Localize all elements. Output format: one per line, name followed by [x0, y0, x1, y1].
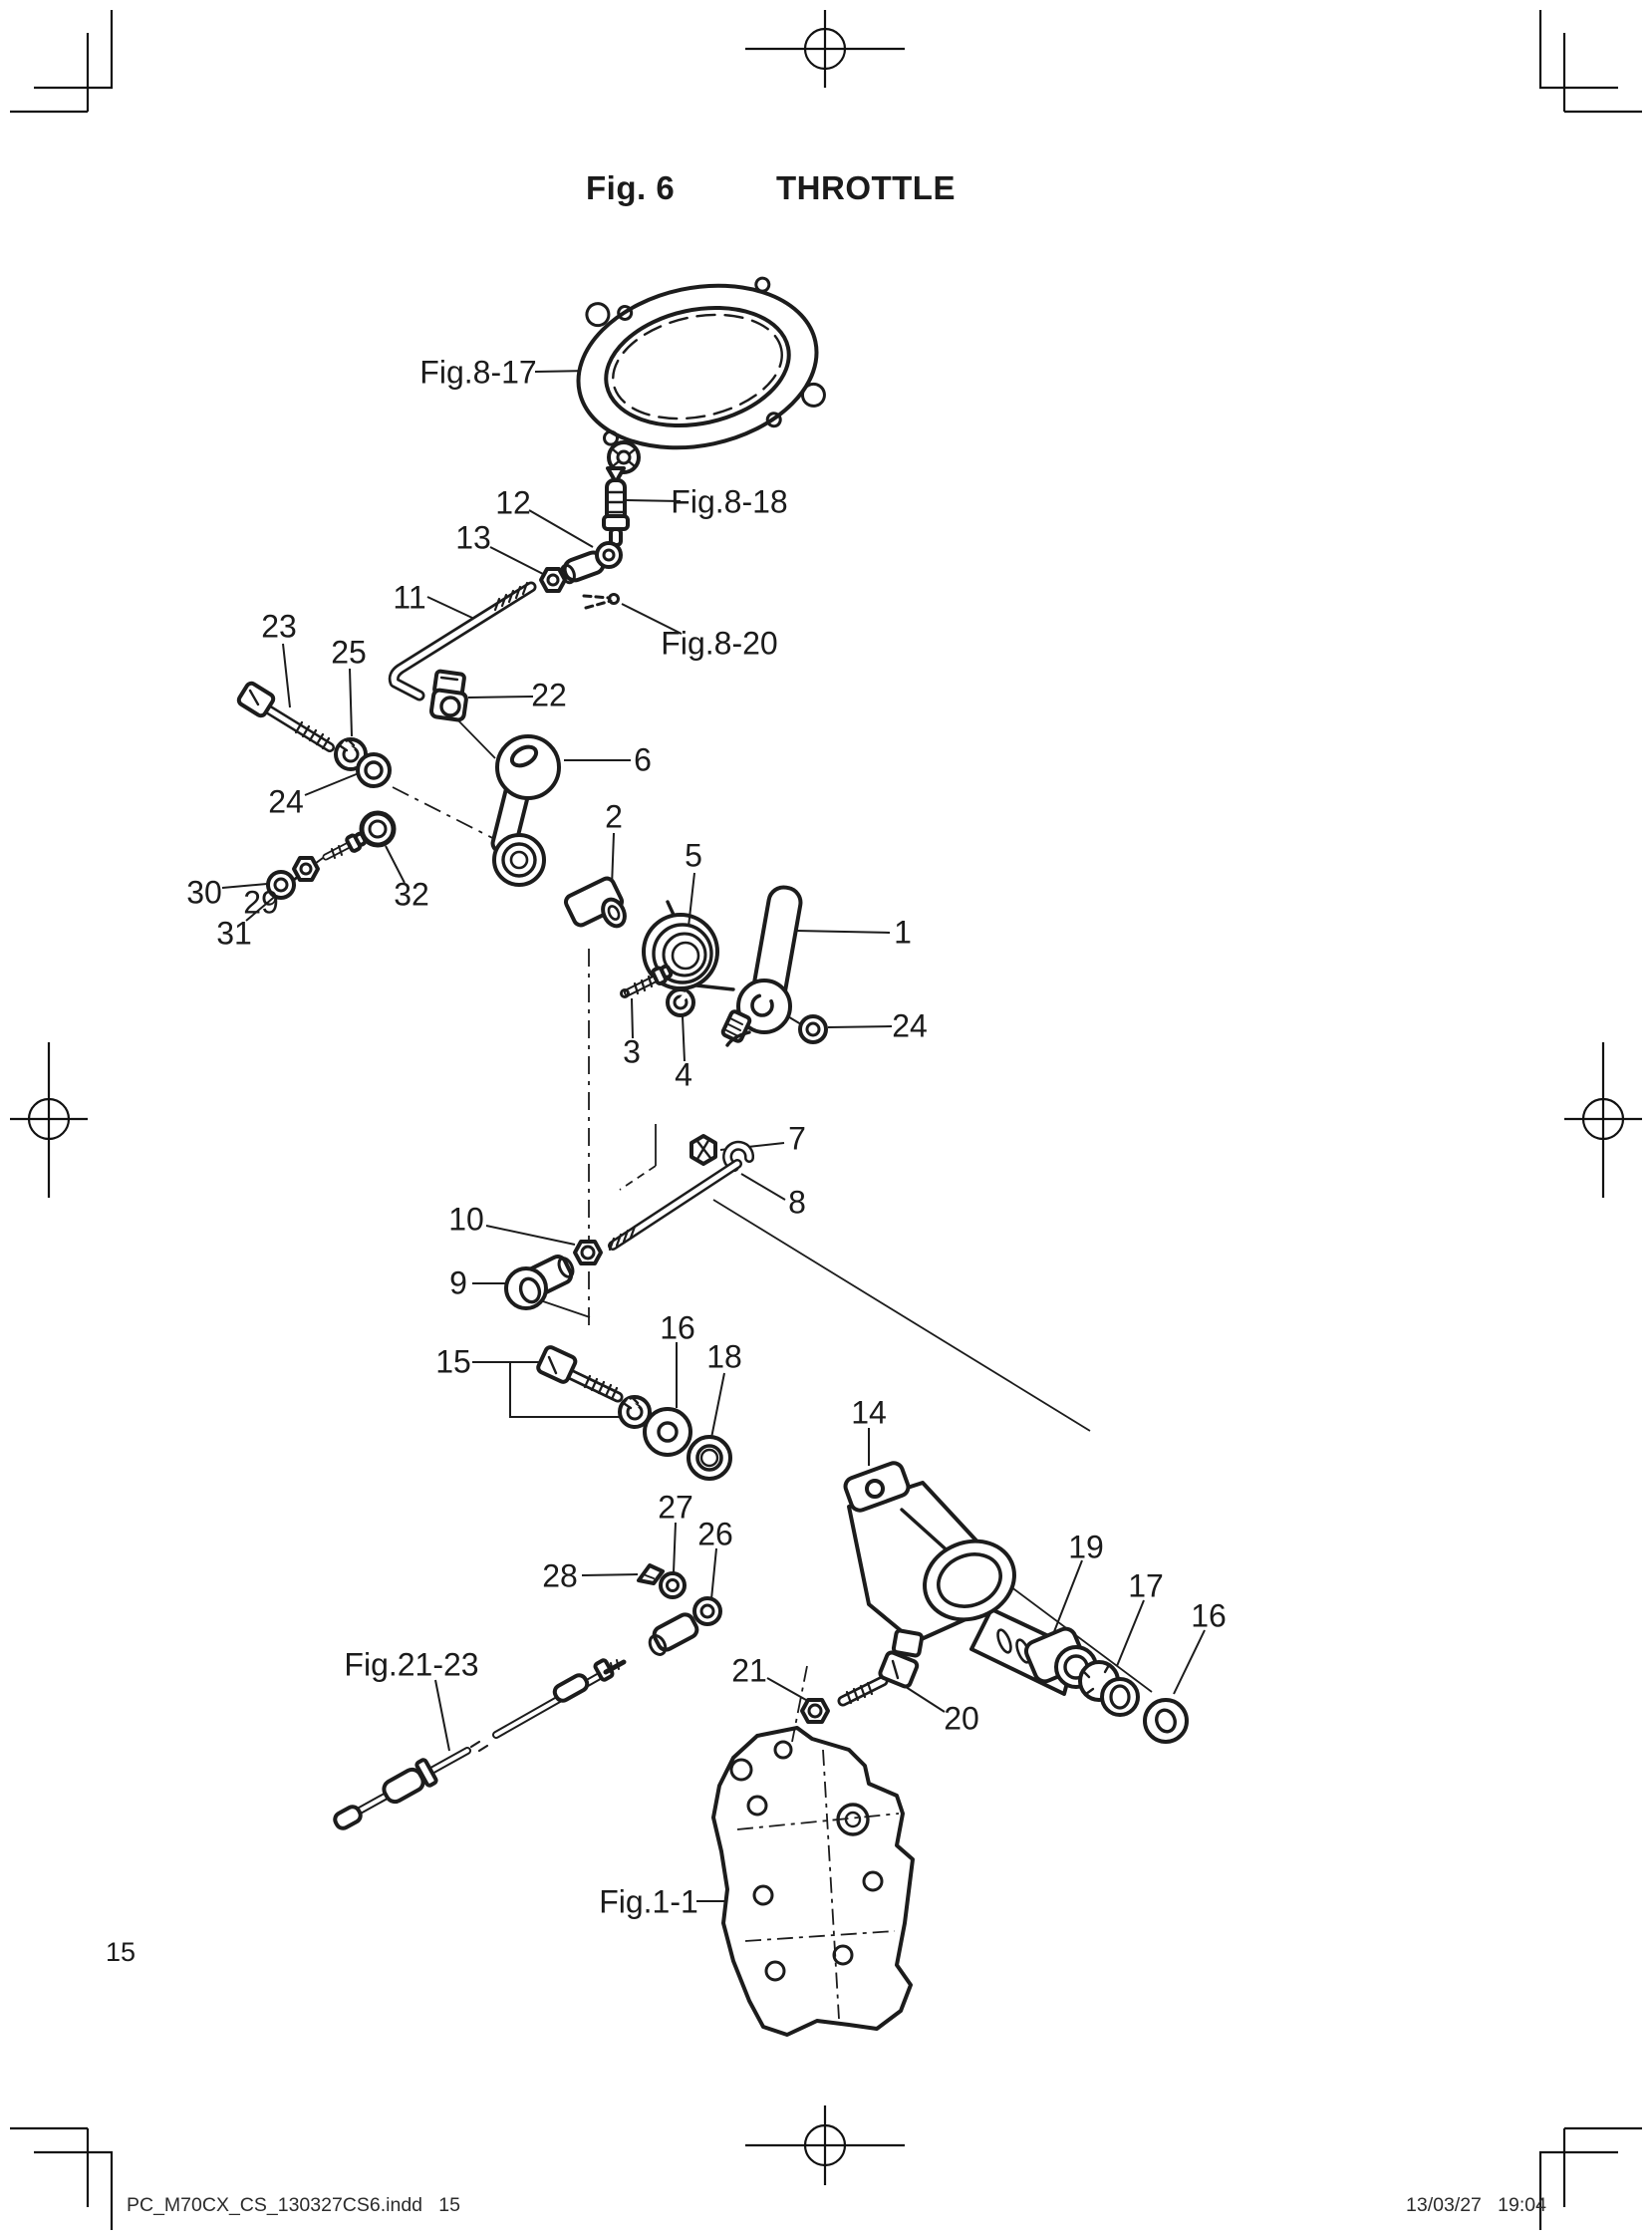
cable-clamp-22 [430, 671, 466, 720]
nut-31 [294, 858, 318, 880]
callout-16: 16 [1191, 1597, 1227, 1634]
callout-28: 28 [542, 1557, 578, 1594]
callout-24: 24 [268, 783, 304, 820]
callout-fig-8-17: Fig.8-17 [419, 354, 537, 391]
throttle-cable-fig-21-23 [333, 1659, 624, 1830]
collar-32 [362, 813, 394, 845]
callout-18: 18 [706, 1338, 742, 1375]
callout-27: 27 [658, 1489, 693, 1526]
callout-fig-1-1: Fig.1-1 [599, 1883, 698, 1920]
callout-14: 14 [851, 1394, 887, 1431]
screw-29 [326, 833, 366, 858]
callout-12: 12 [495, 484, 531, 521]
throttle-cam-1 [721, 885, 802, 1045]
callout-29: 29 [243, 884, 279, 921]
callout-17: 17 [1128, 1567, 1164, 1604]
bolt-20 [843, 1651, 919, 1703]
callout-26: 26 [697, 1516, 733, 1552]
washer-27 [661, 1573, 685, 1597]
callout-6: 6 [634, 741, 652, 778]
callout-fig-21-23: Fig.21-23 [344, 1646, 479, 1683]
callout-5: 5 [685, 837, 702, 874]
footer-timestamp: 13/03/27 19:04 [1406, 2194, 1546, 2216]
callout-fig-8-20: Fig.8-20 [661, 625, 778, 662]
swivel-9 [506, 1254, 576, 1308]
callout-15: 15 [435, 1343, 471, 1380]
figure-title: THROTTLE [776, 169, 956, 206]
bolt-23 [237, 682, 330, 748]
callout-8: 8 [788, 1184, 806, 1221]
callout-9: 9 [449, 1264, 467, 1301]
callout-32: 32 [394, 876, 429, 913]
callout-16: 16 [660, 1309, 695, 1346]
link-12 [559, 543, 621, 585]
nut-13 [541, 569, 565, 591]
gasket-fig-8-17 [562, 261, 831, 469]
callout-fig-8-18: Fig.8-18 [671, 483, 788, 520]
lever-6 [491, 736, 559, 885]
callout-24: 24 [892, 1007, 928, 1044]
rod-end-26 [647, 1598, 720, 1657]
callout-11: 11 [393, 579, 426, 616]
callout-23: 23 [261, 608, 297, 645]
callout-7: 7 [788, 1120, 806, 1157]
callout-19: 19 [1068, 1529, 1104, 1565]
clip-28 [639, 1565, 663, 1583]
cotter-pin-fig-8-20 [584, 595, 619, 609]
callout-13: 13 [455, 519, 491, 556]
washer-18 [688, 1437, 730, 1479]
nut-21 [802, 1700, 828, 1722]
callout-1: 1 [894, 914, 912, 951]
footer-filename: PC_M70CX_CS_130327CS6.indd 15 [127, 2194, 460, 2216]
washer-16-c [1145, 1700, 1187, 1742]
callout-20: 20 [944, 1700, 979, 1737]
needle-valve-fig-8-18 [604, 442, 639, 545]
callout-3: 3 [623, 1033, 641, 1070]
washer-24-left [358, 754, 390, 786]
flanged-bushing-17 [1080, 1662, 1138, 1715]
callout-25: 25 [331, 634, 367, 671]
callout-22: 22 [531, 677, 567, 713]
callout-2: 2 [605, 798, 623, 835]
bolt-15 [537, 1345, 618, 1399]
page-number: 15 [106, 1937, 137, 1967]
callout-30: 30 [186, 874, 222, 911]
callout-21: 21 [731, 1652, 767, 1689]
callout-10: 10 [448, 1201, 484, 1238]
link-rod-8 [610, 1146, 749, 1250]
callout-31: 31 [216, 915, 252, 952]
callout-4: 4 [675, 1056, 692, 1093]
washer-4 [668, 989, 693, 1015]
bushing-2 [564, 876, 630, 930]
figure-number: Fig. 6 [586, 169, 676, 206]
nut-10 [575, 1242, 601, 1263]
washer-16-a [645, 1409, 690, 1455]
washer-24-right [800, 1016, 826, 1042]
cap-nut-7 [691, 1136, 715, 1164]
